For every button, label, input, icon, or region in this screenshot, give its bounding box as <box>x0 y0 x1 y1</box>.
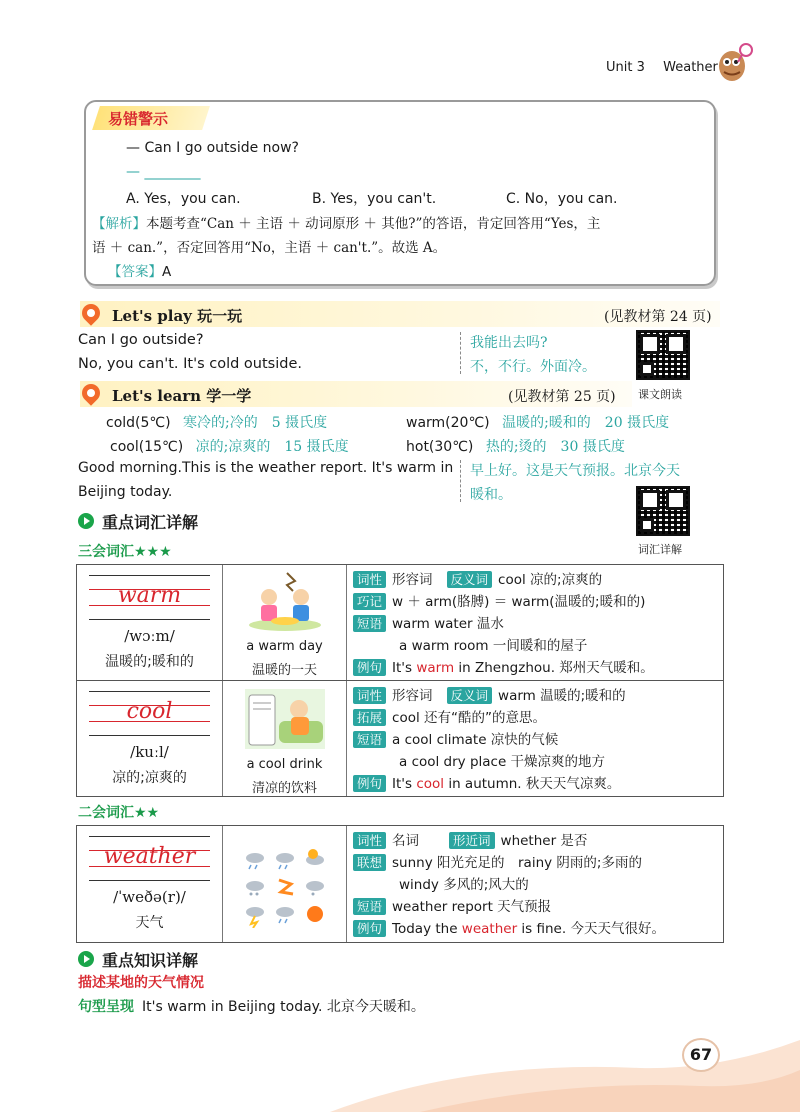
warning-title: 易错警示 <box>108 110 169 128</box>
qr-code-icon[interactable] <box>636 330 690 380</box>
detail-row <box>399 637 587 655</box>
detail-row <box>353 898 551 916</box>
phonetic: /kuːl/ <box>130 743 169 761</box>
page-number: 67 <box>689 1045 713 1064</box>
tag: 联想 <box>353 854 386 871</box>
knowledge-title: 重点知识详解 <box>102 951 199 970</box>
warning-question: — Can I go outside now? <box>126 140 299 156</box>
warning-option-a: A. Yes，you can. <box>126 191 241 207</box>
detail-text: in Zhengzhou. 郑州天气暖和。 <box>454 660 654 676</box>
tag: 短语 <box>353 731 386 748</box>
detail-text: cool 凉的;凉爽的 <box>498 572 603 588</box>
vocab-entry-cool <box>76 680 724 797</box>
detail-row <box>399 753 605 771</box>
lets-learn-title: Let's learn 学一学 <box>112 387 252 405</box>
word-cell <box>77 681 223 796</box>
detail-row <box>353 571 602 589</box>
analysis-text-1: 本题考查“Can ＋ 主语 ＋ 动词原形 ＋ 其他?”的答语，肯定回答用“Yes，主 <box>146 216 601 232</box>
lets-play-title: Let's play 玩一玩 <box>112 307 243 325</box>
detail-row <box>399 876 529 894</box>
vocab-section-title: 重点词汇详解 <box>102 513 199 532</box>
word-warm-en: warm(20℃) <box>406 415 490 431</box>
lets-learn-cn-2: 暖和。 <box>470 487 512 503</box>
word-cool <box>110 436 349 456</box>
tag: 短语 <box>353 898 386 915</box>
highlight-word: weather <box>461 921 518 937</box>
kid-with-fan-illustration <box>243 687 327 751</box>
word-cold-cn: 寒冷的;冷的 5 摄氏度 <box>183 415 328 431</box>
lets-play-cn-1: 我能出去吗? <box>470 335 548 351</box>
vocab-entry-warm <box>76 564 724 681</box>
page-header <box>606 60 718 75</box>
word-cell <box>77 826 223 942</box>
detail-row <box>353 593 645 611</box>
detail-text: sunny 阳光充足的 rainy 阴雨的;多雨的 <box>392 855 642 871</box>
warning-option-c: C. No，you can. <box>506 191 618 207</box>
tag: 反义词 <box>447 687 493 704</box>
word-script: warm <box>117 583 182 608</box>
word-cold <box>106 412 327 432</box>
highlight-word: warm <box>416 660 455 676</box>
tag: 例句 <box>353 775 386 792</box>
image-cell <box>223 826 347 942</box>
vocab-level-2: 二会词汇★★ <box>78 805 160 821</box>
qr-code-icon[interactable] <box>636 486 690 536</box>
detail-text: is fine. 今天天气很好。 <box>517 921 665 937</box>
caption-en: a cool drink <box>246 757 323 772</box>
word-cold-en: cold(5℃) <box>106 415 171 431</box>
tag: 形近词 <box>449 832 495 849</box>
unit-label: Unit 3 <box>606 60 645 75</box>
detail-row <box>353 687 626 705</box>
word-warm-cn: 温暖的;暖和的 20 摄氏度 <box>502 415 670 431</box>
unit-title: Weather <box>663 60 718 75</box>
word-warm <box>406 412 669 432</box>
detail-text: windy 多风的;风大的 <box>399 877 529 893</box>
answer-value: A <box>162 264 172 280</box>
lets-learn-ref: (见教材第 25 页) <box>508 389 616 405</box>
vocab-entry-weather <box>76 825 724 943</box>
knowledge-pattern <box>78 996 425 1016</box>
detail-text: 形容词 <box>392 688 433 704</box>
pattern-tag: 句型呈现 <box>78 999 134 1015</box>
lets-play-cn-2: 不，不行。外面冷。 <box>470 359 596 375</box>
caption-cn: 清凉的饮料 <box>251 781 317 796</box>
warning-option-b: B. Yes，you can't. <box>312 191 437 207</box>
word-hot-en: hot(30℃) <box>406 439 474 455</box>
word-hot-cn: 热的;烫的 30 摄氏度 <box>485 439 625 455</box>
detail-row <box>353 854 642 872</box>
tag: 词性 <box>353 832 386 849</box>
detail-text: Today the <box>392 921 462 937</box>
detail-row <box>353 709 546 727</box>
divider-dashed <box>460 460 461 502</box>
detail-text: 形容词 <box>392 572 433 588</box>
detail-text: 名词 <box>392 833 420 849</box>
tag: 例句 <box>353 659 386 676</box>
tag: 例句 <box>353 920 386 937</box>
detail-text: It's <box>392 660 417 676</box>
tag: 词性 <box>353 687 386 704</box>
detail-text: weather report 天气预报 <box>392 899 552 915</box>
detail-row <box>353 659 654 677</box>
qr-label-vocab: 词汇详解 <box>638 543 682 556</box>
detail-text: a warm room 一间暖和的屋子 <box>399 638 588 654</box>
knowledge-subtitle: 描述某地的天气情况 <box>78 975 204 991</box>
caption-en: a warm day <box>246 639 323 654</box>
detail-row <box>353 920 665 938</box>
play-bullet-icon <box>78 951 94 967</box>
word-cool-cn: 凉的;凉爽的 15 摄氏度 <box>195 439 349 455</box>
qr-label-reading: 课文朗读 <box>638 388 682 401</box>
lets-learn-en-1: Good morning.This is the weather report. It's warm in <box>78 460 454 476</box>
page-number-badge <box>682 1038 720 1072</box>
lets-learn-cn-1: 早上好。这是天气预报。北京今天 <box>470 463 680 479</box>
caption-cn: 温暖的一天 <box>251 663 317 678</box>
detail-text: w ＋ arm(胳膊) ＝ warm(温暖的;暖和的) <box>392 594 646 610</box>
mascot-icon <box>714 42 754 88</box>
detail-row <box>353 832 587 850</box>
warning-analysis-line2: 语 ＋ can.”，否定回答用“No，主语 ＋ can't.”。故选 A。 <box>92 240 447 256</box>
image-cell <box>223 565 347 680</box>
lets-play-ref: (见教材第 24 页) <box>604 309 712 325</box>
tag: 拓展 <box>353 709 386 726</box>
tag: 巧记 <box>353 593 386 610</box>
warning-analysis-line1 <box>92 212 600 232</box>
lets-learn-en-2: Beijing today. <box>78 484 173 500</box>
tag: 短语 <box>353 615 386 632</box>
detail-text: a cool dry place 干燥凉爽的地方 <box>399 754 606 770</box>
detail-row <box>353 731 558 749</box>
word-script: cool <box>126 699 173 724</box>
warning-answer-blank: — ________ <box>126 164 201 180</box>
image-cell <box>223 681 347 796</box>
meaning: 天气 <box>135 915 164 931</box>
word-cell <box>77 565 223 680</box>
highlight-word: cool <box>416 776 445 792</box>
phonetic: /wɔːm/ <box>124 627 175 645</box>
divider-dashed <box>460 332 461 374</box>
word-cool-en: cool(15℃) <box>110 439 184 455</box>
word-script: weather <box>103 844 196 869</box>
word-hot <box>406 436 625 456</box>
tag: 词性 <box>353 571 386 588</box>
detail-text: in autumn. 秋天天气凉爽。 <box>444 776 621 792</box>
lets-play-en-2: No, you can't. It's cold outside. <box>78 356 302 372</box>
weather-icons-grid <box>241 848 331 928</box>
vocab-level-3: 三会词汇★★★ <box>78 544 172 560</box>
kids-picnic-illustration <box>243 569 327 633</box>
detail-text: a cool climate 凉快的气候 <box>392 732 559 748</box>
tag: 反义词 <box>447 571 493 588</box>
lets-play-en-1: Can I go outside? <box>78 332 204 348</box>
detail-text: cool 还有“酷的”的意思。 <box>392 710 546 726</box>
warning-answer <box>108 260 171 280</box>
analysis-tag: 【解析】 <box>92 216 146 232</box>
detail-text: warm water 温水 <box>392 616 504 632</box>
phonetic: /ˈweðə(r)/ <box>113 888 186 906</box>
detail-row <box>353 775 620 793</box>
detail-text: whether 是否 <box>500 833 588 849</box>
detail-row <box>353 615 504 633</box>
detail-text: It's <box>392 776 417 792</box>
answer-tag: 【答案】 <box>108 264 162 280</box>
bottom-wave-decoration <box>0 1030 800 1112</box>
detail-text: warm 温暖的;暖和的 <box>498 688 626 704</box>
pattern-text: It's warm in Beijing today. 北京今天暖和。 <box>142 999 425 1015</box>
meaning: 温暖的;暖和的 <box>105 654 194 670</box>
play-bullet-icon <box>78 513 94 529</box>
meaning: 凉的;凉爽的 <box>112 770 187 786</box>
